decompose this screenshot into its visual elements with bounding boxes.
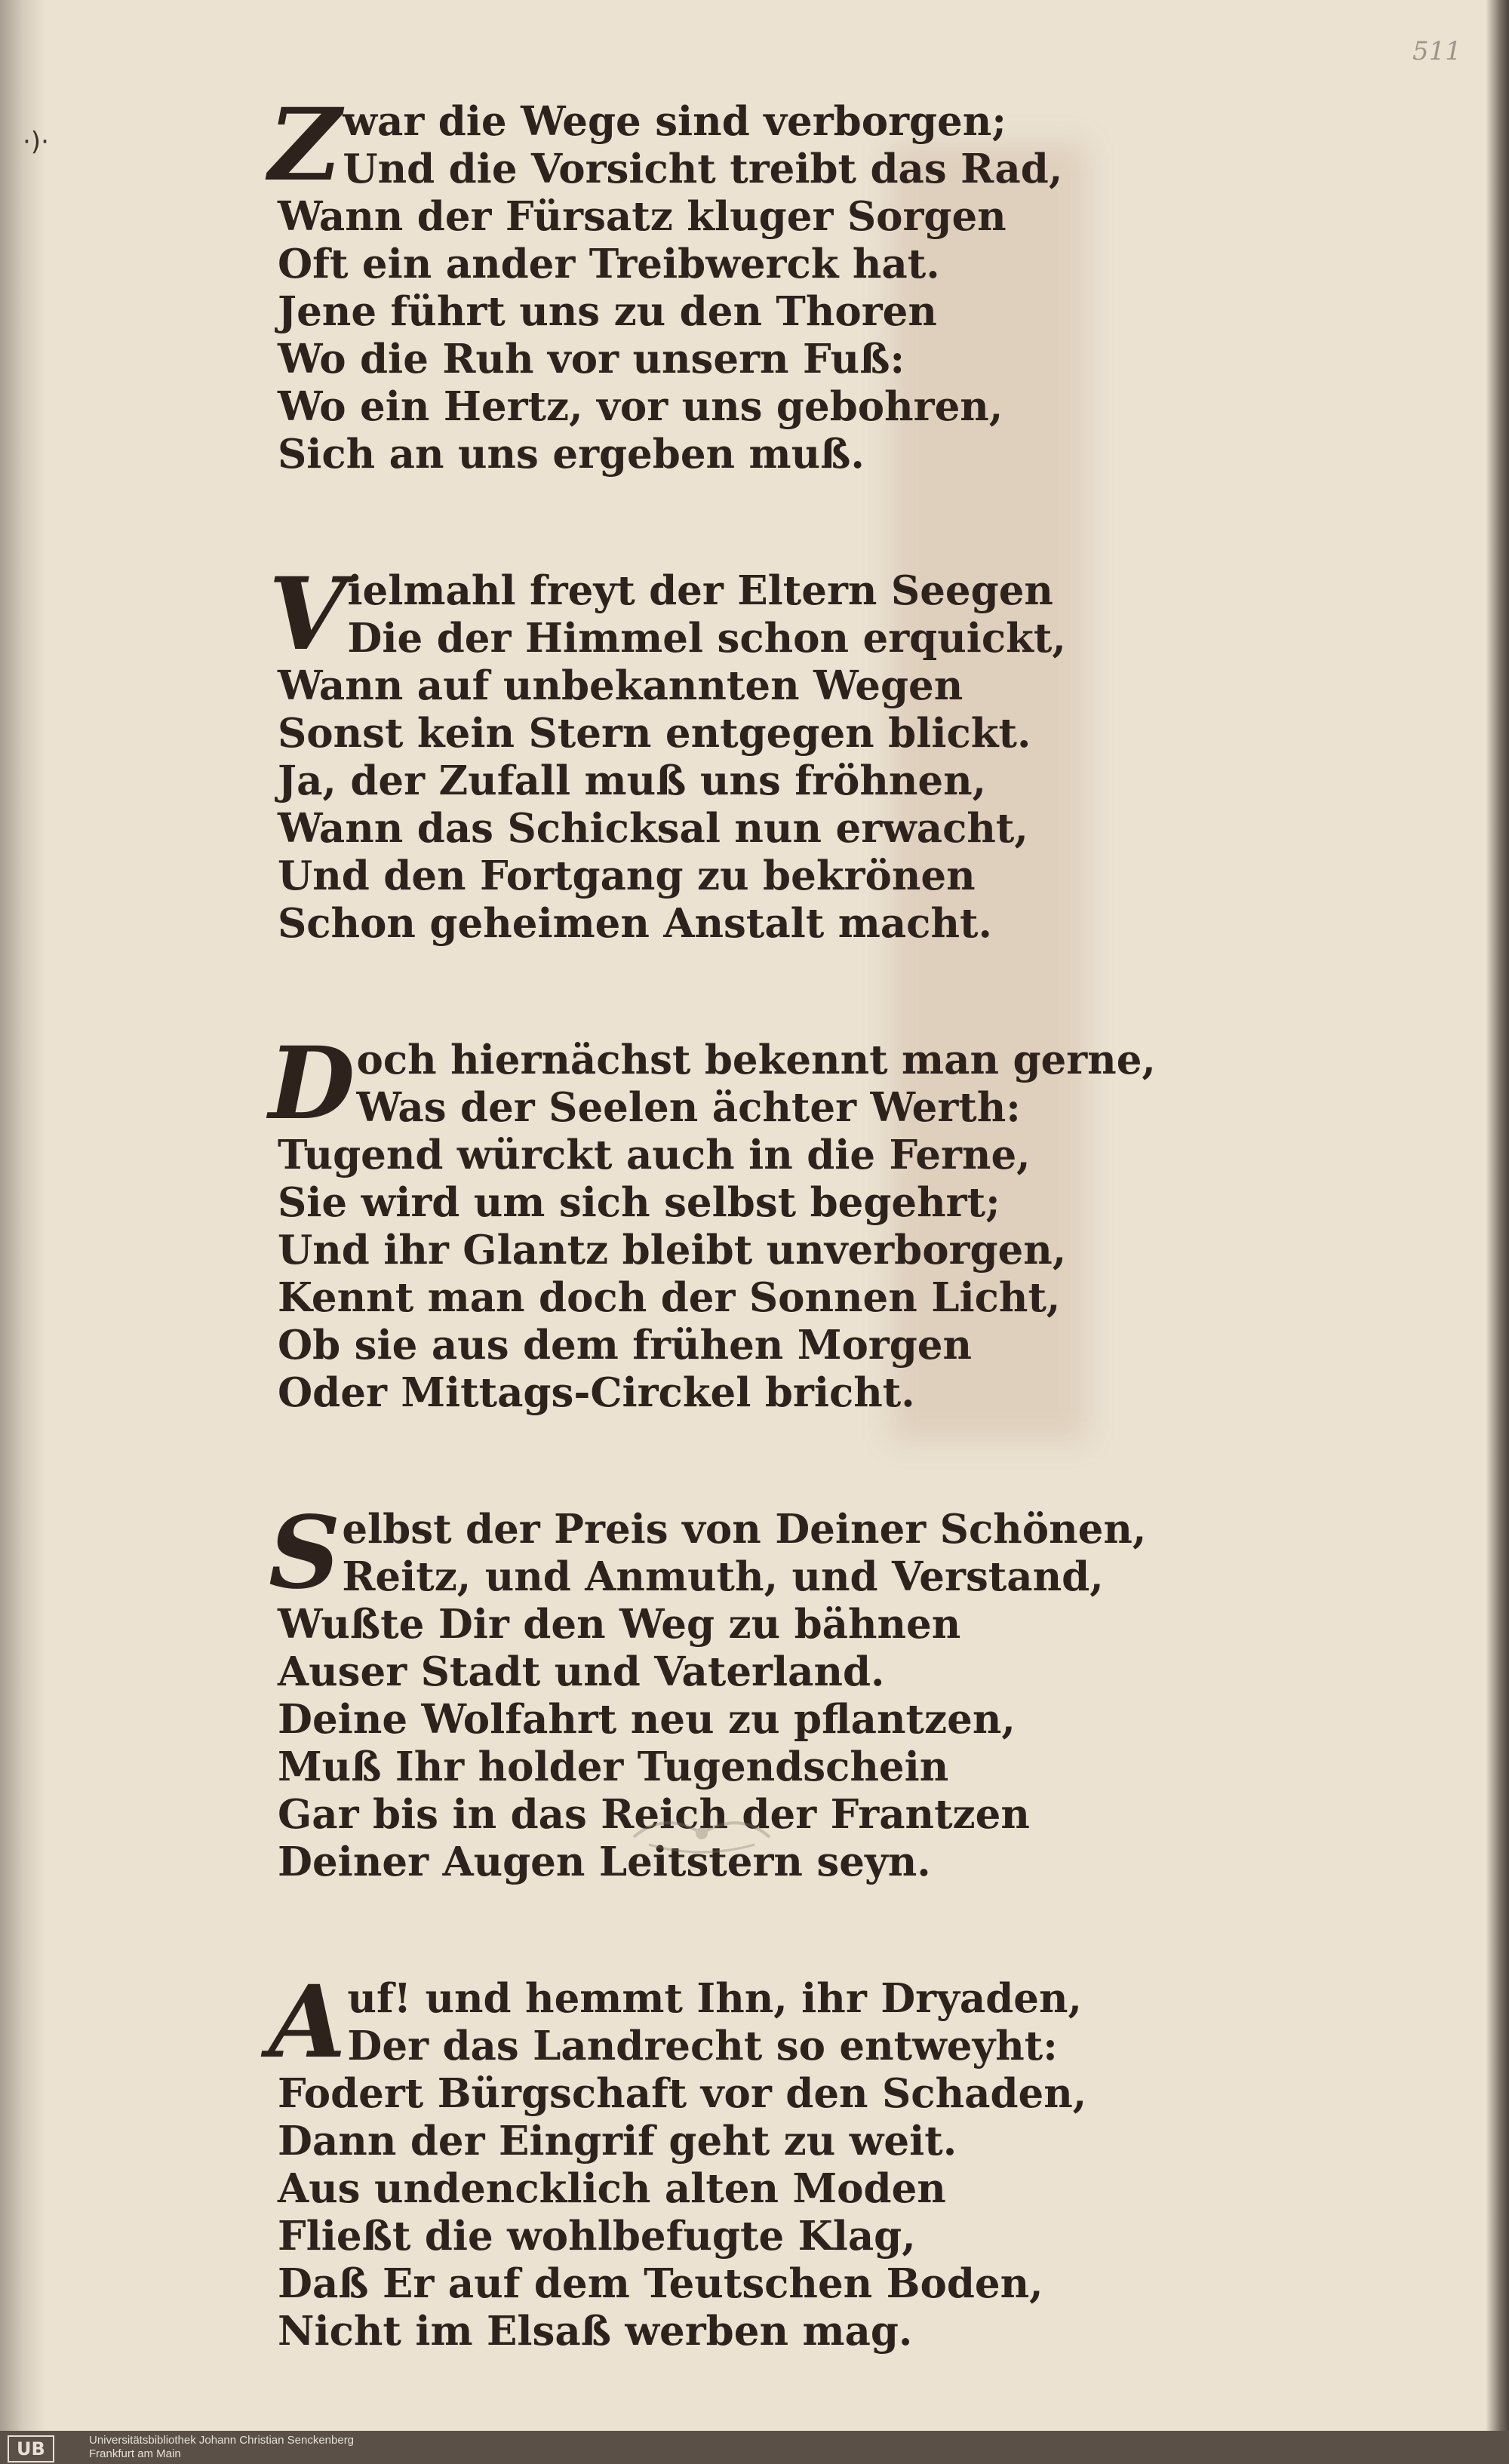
drop-cap: S (269, 1495, 341, 1611)
footer-institution (89, 2434, 354, 2461)
poem-line: Sonst kein Stern entgegen blickt. (278, 710, 1031, 757)
institution-name: Universitätsbibliothek Johann Christian Senckenberg (89, 2434, 355, 2447)
poem-line: Und ihr Glantz bleibt unverborgen, (278, 1227, 1067, 1273)
page-edge (1486, 0, 1509, 2464)
poem-line: Und den Fortgang zu bekrönen (278, 853, 976, 899)
library-logo: UB (8, 2435, 54, 2462)
poem-line: Nicht im Elsaß werben mag. (278, 2308, 913, 2355)
poem-line: Sich an uns ergeben muß. (278, 431, 865, 478)
stanza (269, 1025, 1156, 1417)
stanza (269, 1964, 1138, 2355)
poem-line: Schon geheimen Anstalt macht. (278, 900, 992, 947)
poem-line: Wußte Dir den Weg zu bähnen (278, 1601, 961, 1648)
poem-line: Muß Ihr holder Tugendschein (278, 1744, 949, 1790)
poem-line: Deine Wolfahrt neu zu pflantzen, (278, 1696, 1016, 1743)
pencil-page-number: 511 (1412, 36, 1461, 66)
poem-line: Wann das Schicksal nun erwacht, (278, 805, 1028, 852)
poem-line: Wo ein Hertz, vor uns gebohren, (278, 383, 1003, 430)
poem-line: Jene führt uns zu den Thoren (278, 288, 937, 335)
poem-line: Daß Er auf dem Teutschen Boden, (278, 2260, 1043, 2307)
drop-cap: A (269, 1964, 346, 2081)
poem-line: och hiernächst bekennt man gerne, (356, 1037, 1156, 1083)
drop-cap: D (269, 1025, 355, 1142)
stanza (269, 556, 1138, 948)
poem-line: Deiner Augen Leitstern seyn. (278, 1839, 931, 1885)
poem-line: Aus undencklich alten Moden (278, 2165, 946, 2212)
poem-line: Dann der Eingrif geht zu weit. (278, 2118, 957, 2164)
spine-shadow (0, 0, 45, 2464)
poem-line: Tugend würckt auch in die Ferne, (278, 1132, 1031, 1178)
poem-line: Fodert Bürgschaft vor den Schaden, (278, 2070, 1087, 2117)
stanza (269, 87, 1138, 478)
poem-line: Die der Himmel schon erquickt, (347, 615, 1066, 662)
poem-line: uf! und hemmt Ihn, ihr Dryaden, (347, 1975, 1082, 2022)
poem-line: Der das Landrecht so entweyht: (347, 2023, 1058, 2069)
drop-cap: Z (269, 87, 342, 204)
poem-line: Was der Seelen ächter Werth: (356, 1084, 1021, 1131)
poem-line: Fließt die wohlbefugte Klag, (278, 2213, 916, 2260)
poem-line: Und die Vorsicht treibt das Rad, (343, 146, 1063, 192)
poem-line: Wann auf unbekannten Wegen (278, 662, 963, 709)
poem-line: Ja, der Zufall muß uns fröhnen, (278, 757, 987, 804)
poem-line: Kennt man doch der Sonnen Licht, (278, 1274, 1061, 1321)
poem-line: Wann der Fürsatz kluger Sorgen (278, 193, 1007, 240)
poem-line: Reitz, und Anmuth, und Verstand, (342, 1553, 1104, 1600)
drop-cap: V (269, 556, 346, 673)
ornament-icon (626, 1807, 777, 1860)
poem-line: Sie wird um sich selbst begehrt; (278, 1179, 1000, 1226)
poem (269, 87, 1156, 2355)
poem-line: Oder Mittags-Circkel bricht. (278, 1369, 915, 1416)
poem-line: Oft ein ander Treibwerck hat. (278, 241, 940, 287)
poem-line: ielmahl freyt der Eltern Seegen (347, 567, 1053, 614)
poem-line: Gar bis in das Reich der Frantzen (278, 1791, 1030, 1838)
margin-mark: ·)· (23, 127, 49, 157)
poem-line: Ob sie aus dem frühen Morgen (278, 1322, 973, 1369)
poem-line: elbst der Preis von Deiner Schönen, (342, 1506, 1147, 1553)
institution-city: Frankfurt am Main (89, 2447, 181, 2460)
poem-line: Auser Stadt und Vaterland. (278, 1648, 885, 1695)
poem-line: Wo die Ruh vor unsern Fuß: (278, 336, 905, 383)
footer-bar (0, 2431, 1509, 2464)
poem-line: war die Wege sind verborgen; (343, 98, 1007, 145)
